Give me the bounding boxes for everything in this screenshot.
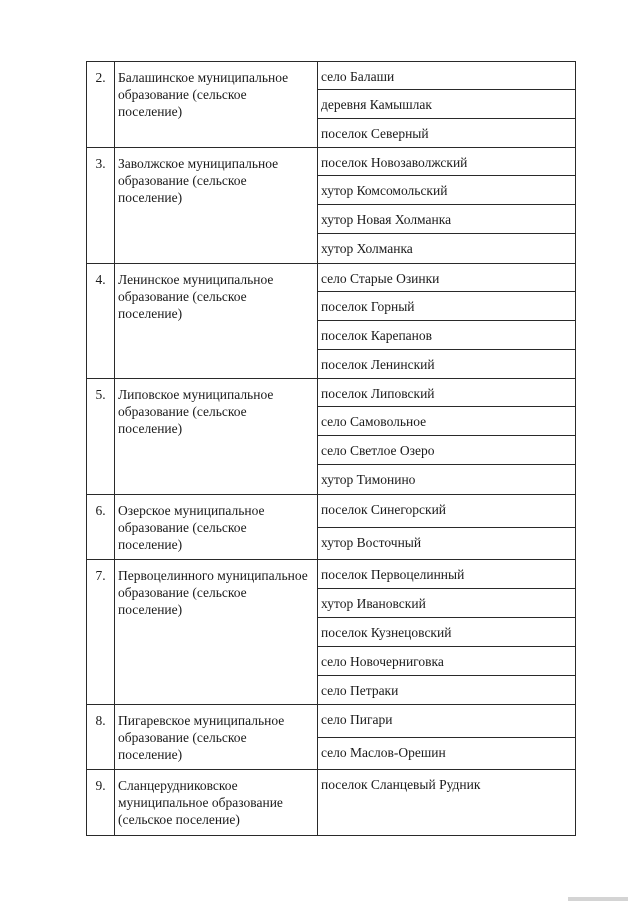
row-number: 4. (87, 264, 115, 379)
municipality-group (87, 264, 576, 379)
settlement-name: село Маслов-Орешин (318, 737, 576, 770)
settlement-name: село Пигари (318, 705, 576, 738)
settlement-name: хутор Комсомольский (318, 176, 576, 205)
settlement-name: хутор Ивановский (318, 589, 576, 618)
row-number: 8. (87, 705, 115, 770)
settlement-name: поселок Синегорский (318, 495, 576, 528)
municipality-name: Липовское муниципальное образование (сельское поселение) (115, 379, 318, 495)
table-row (87, 264, 576, 292)
settlement-name: село Старые Озинки (318, 264, 576, 292)
settlement-name: поселок Новозаволжский (318, 148, 576, 176)
municipality-name: Озерское муниципальное образование (сельское поселение) (115, 495, 318, 560)
settlement-name: хутор Холманка (318, 234, 576, 264)
municipality-name: Ленинское муниципальное образование (сельское поселение) (115, 264, 318, 379)
row-number: 6. (87, 495, 115, 560)
table-row (87, 148, 576, 176)
table-row (87, 560, 576, 589)
row-number: 2. (87, 62, 115, 148)
municipality-group (87, 495, 576, 560)
municipality-name: Первоцелинного муниципальное образование (сельское поселение) (115, 560, 318, 705)
municipality-name: Заволжское муниципальное образование (сельское поселение) (115, 148, 318, 264)
settlement-name: село Балаши (318, 62, 576, 90)
settlements-table (86, 61, 576, 836)
settlement-name: село Самовольное (318, 407, 576, 436)
row-number: 9. (87, 770, 115, 836)
settlement-name: поселок Первоцелинный (318, 560, 576, 589)
municipality-group (87, 770, 576, 836)
settlement-name: хутор Тимонино (318, 465, 576, 495)
settlement-name: поселок Северный (318, 119, 576, 148)
table-row (87, 379, 576, 407)
settlement-name: поселок Липовский (318, 379, 576, 407)
municipality-name: Пигаревское муниципальное образование (сельское поселение) (115, 705, 318, 770)
table-row (87, 770, 576, 836)
municipality-group (87, 148, 576, 264)
settlement-name: село Светлое Озеро (318, 436, 576, 465)
municipality-group (87, 62, 576, 148)
row-number: 3. (87, 148, 115, 264)
settlement-name: поселок Горный (318, 292, 576, 321)
settlement-name: село Петраки (318, 676, 576, 705)
settlement-name: село Новочерниговка (318, 647, 576, 676)
row-number: 5. (87, 379, 115, 495)
settlement-name: хутор Новая Холманка (318, 205, 576, 234)
settlement-name: поселок Сланцевый Рудник (318, 770, 576, 836)
municipality-group (87, 379, 576, 495)
table-row (87, 495, 576, 528)
settlement-name: поселок Карепанов (318, 321, 576, 350)
settlement-name: поселок Кузнецовский (318, 618, 576, 647)
page-footer-mark (568, 897, 628, 901)
table-row (87, 62, 576, 90)
settlement-name: деревня Камышлак (318, 90, 576, 119)
table-row (87, 705, 576, 738)
municipality-group (87, 705, 576, 770)
municipality-name: Сланцерудниковское муниципальное образование (сельское поселение) (115, 770, 318, 836)
settlement-name: хутор Восточный (318, 527, 576, 560)
row-number: 7. (87, 560, 115, 705)
municipality-group (87, 560, 576, 705)
settlement-name: поселок Ленинский (318, 350, 576, 379)
municipality-name: Балашинское муниципальное образование (сельское поселение) (115, 62, 318, 148)
